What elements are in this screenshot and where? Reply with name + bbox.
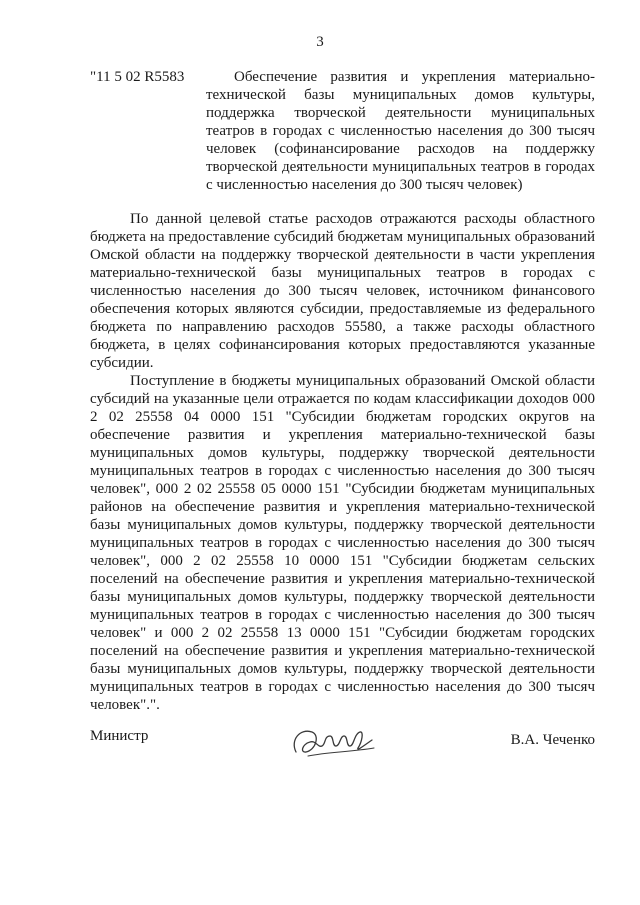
entry-code: "11 5 02 R5583 xyxy=(90,69,185,85)
paragraph-revenues: Поступление в бюджеты муниципальных образований Омской области субсидий на указанные цели отражается по кодам классификации доходов 000 2 02 25558 04 0000 151 "Субсидии бюджетам городских округов на обеспечение развития и укрепления материально-технической базы муниципальных домов культуры, поддержку творческой деятельности муниципальных театров в городах с численностью населения до 300 тысяч человек", 000 2 02 25558 05 0000 151 "Субсидии бюджетам муниципальных районов на обеспечение развития и укрепления материально-технической базы муниципальных домов культуры, поддержку творческой деятельности муниципальных театров в городах с численностью населения до 300 тысяч человек", 000 2 02 25558 10 0000 151 "Субсидии бюджетам сельских поселений на обеспечение развития и укрепления материально-технической базы муниципальных домов культуры, поддержку творческой деятельности муниципальных театров в городах с численностью населения до 300 тысяч человек" и 000 2 02 25558 13 0000 151 "Субсидии бюджетам городских поселений на обеспечение развития и укрепления материально-технической базы муниципальных домов культуры, поддержку творческой деятельности муниципальных театров в городах с численностью населения до 300 тысяч человек".". xyxy=(90,373,595,713)
code-entry xyxy=(90,68,595,198)
paragraph-expenses: По данной целевой статье расходов отражаются расходы областного бюджета на предоставление субсидий бюджетам муниципальных образований Омской области на поддержку творческой деятельности в части укрепления материально-технической базы муниципальных театров в городах с численностью населения до 300 тысяч человек, источником финансового обеспечения которых являются субсидии, предоставляемые из федерального бюджета по направлению расходов 55580, а также расходы областного бюджета, в целях софинансирования которых предоставляются указанные субсидии. xyxy=(90,211,595,371)
entry-description: Обеспечение развития и укрепления материально-технической базы муниципальных домов культуры, поддержка творческой деятельности муниципальных театров в городах с численностью населения до 300 тысяч человек (софинансирование расходов на поддержку творческой деятельности муниципальных театров в городах с численностью населения до 300 тысяч человек) xyxy=(206,69,595,193)
signer-title: Министр xyxy=(90,728,149,744)
handwritten-signature xyxy=(288,722,378,762)
page-number: 3 xyxy=(316,34,324,50)
body-text xyxy=(90,210,595,714)
signature-block xyxy=(90,722,595,772)
signer-name: В.А. Чеченко xyxy=(510,732,595,748)
